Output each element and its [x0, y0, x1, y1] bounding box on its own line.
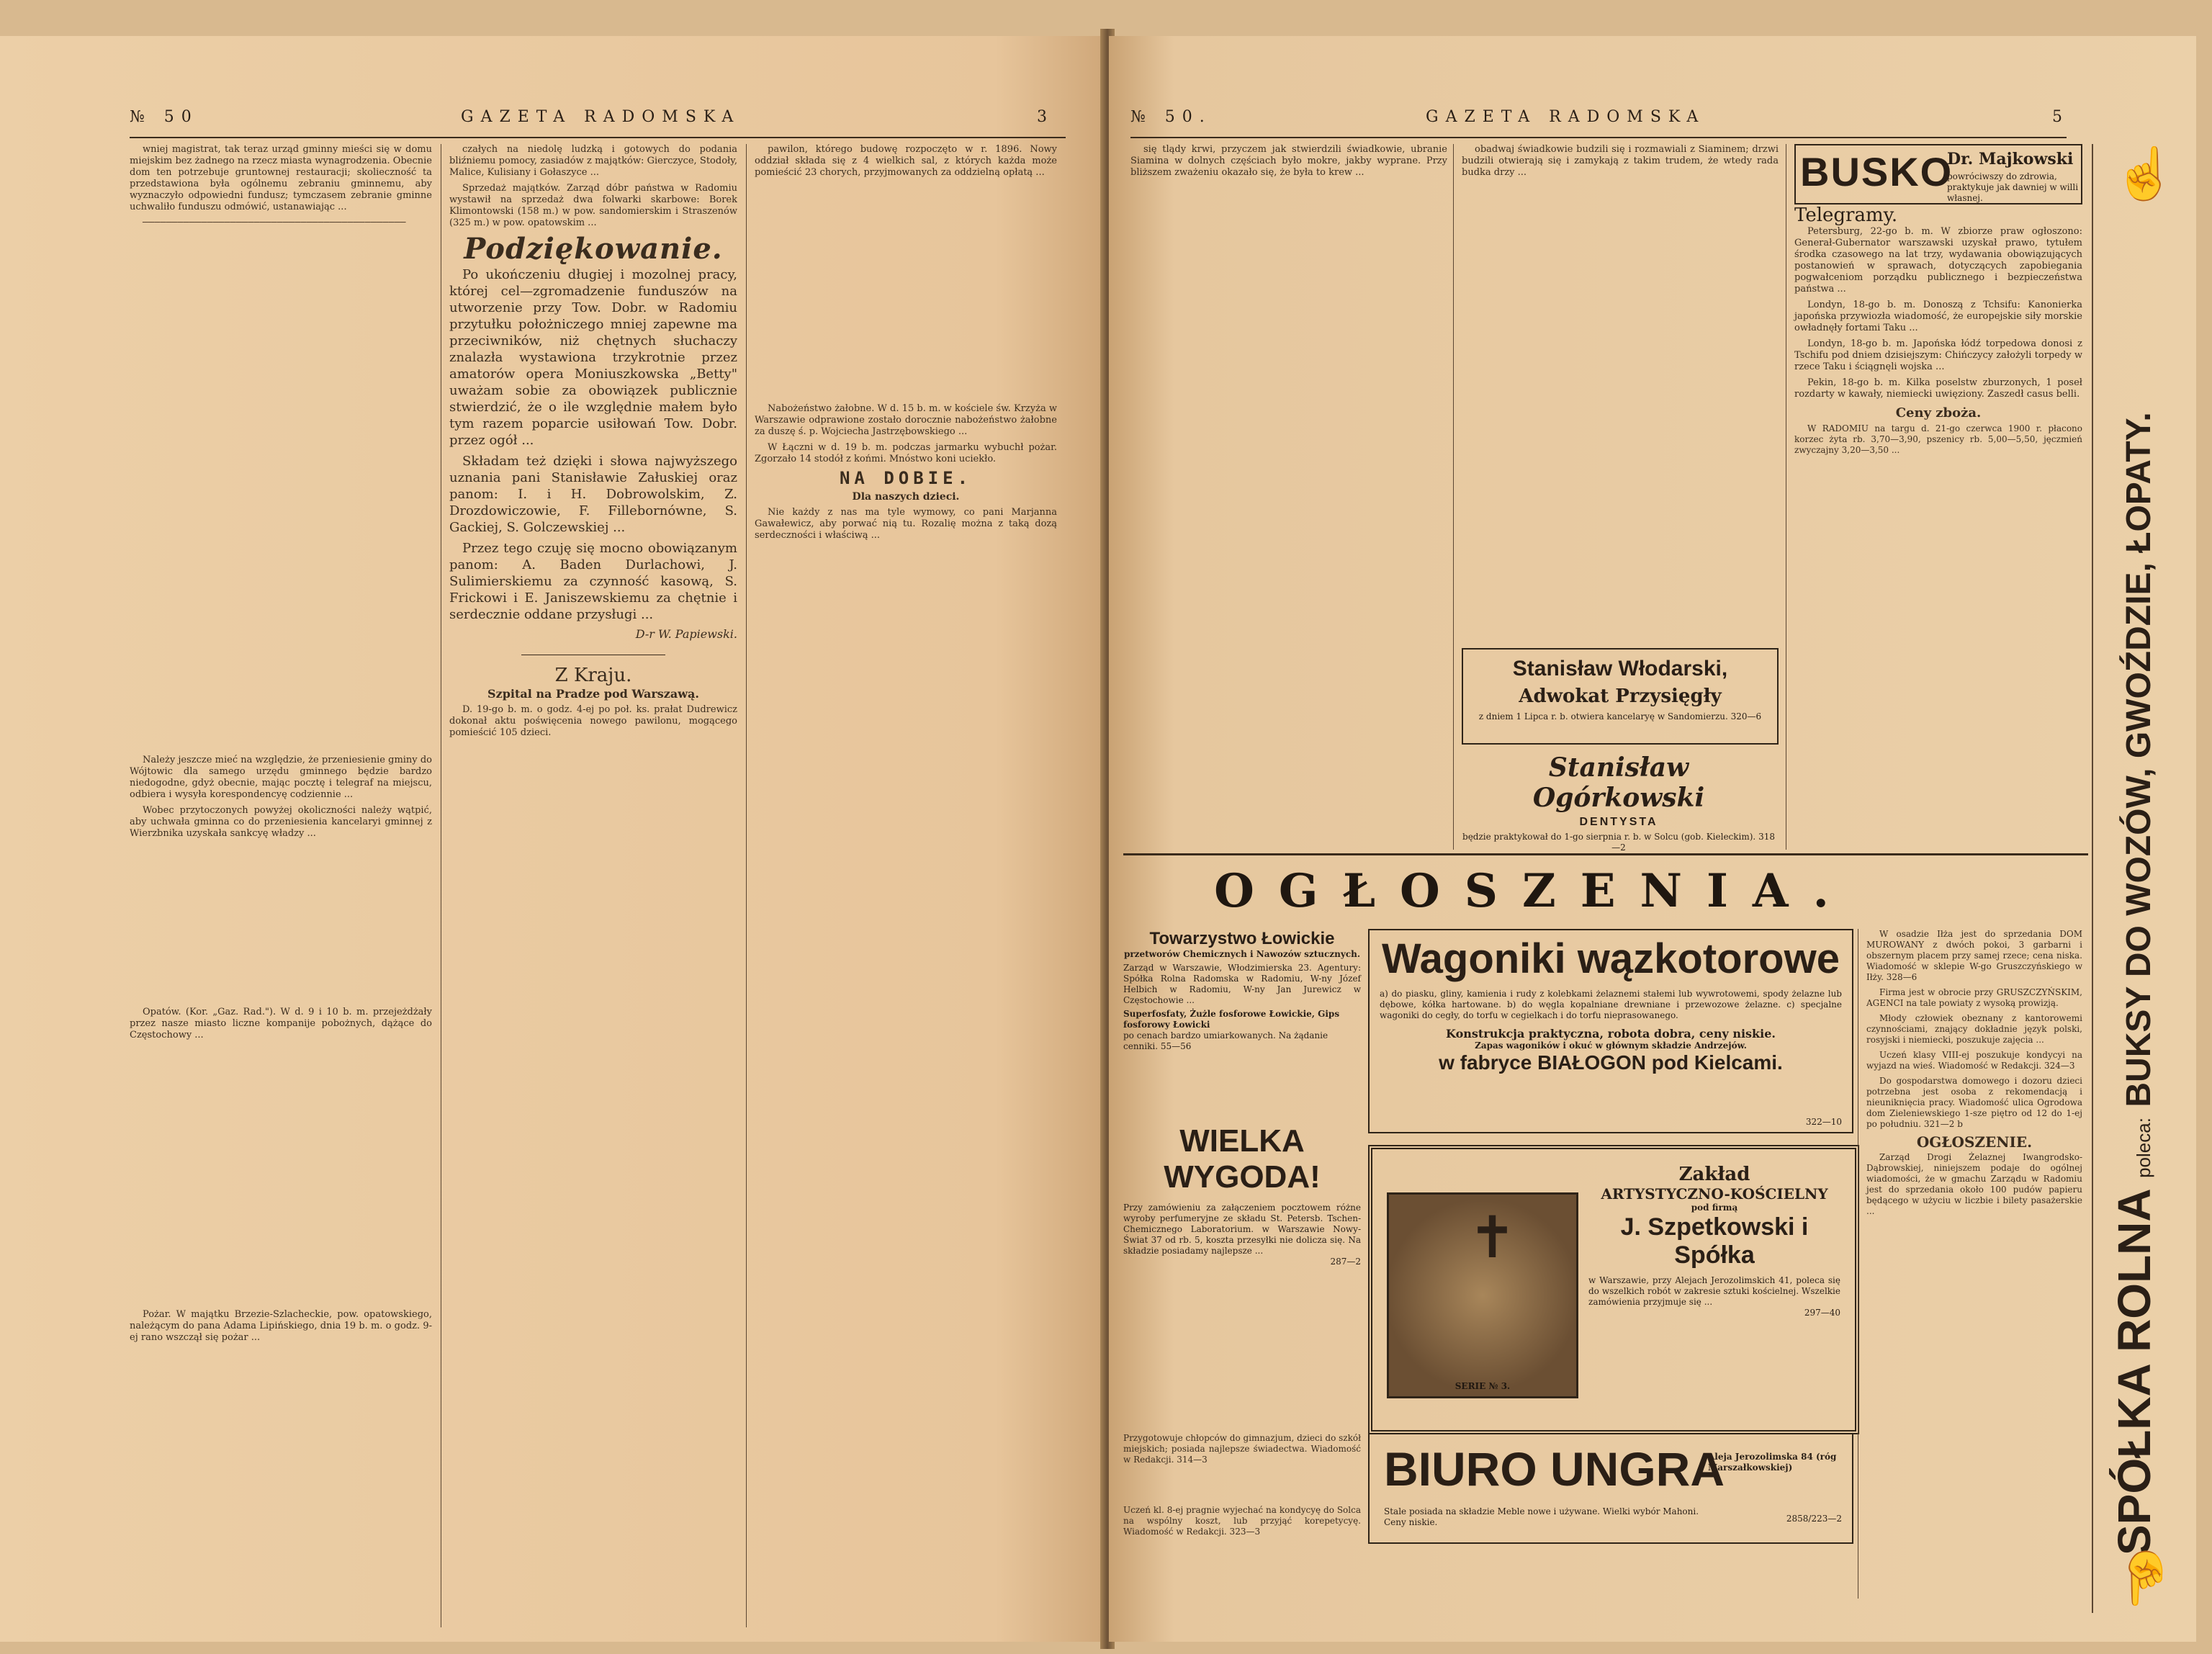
podziekowanie-title: Podziękowanie. [464, 232, 723, 266]
telegram-item: Londyn, 18-go b. m. Donoszą z Tchsifu: Kanonierka japońska przywiozła wiadomość, że europejskie siły morskie owładnęły fortami Taku ... [1794, 300, 2082, 333]
left-column-2 [449, 144, 737, 1627]
pointing-hand-icon: ☝ [2113, 1549, 2177, 1608]
telegram-item: Pekin, 18-go b. m. Kilka poselstw zburzonych, 1 poseł rozdarty w kawały, niemiecki uwięziony. Zaszedł casus belli. [1794, 377, 2082, 400]
newspaper-title: GAZETA RADOMSKA [1426, 108, 1706, 126]
biuro-address: Aleja Jerozolimska 84 (róg Marszałkowskiej) [1708, 1452, 1837, 1473]
telegramy-list [1794, 226, 2082, 456]
article-paragraph: się tlądy krwi, przyczem jak stwierdzili świadkowie, ubranie Siamina w dolnych częściach było mokre, jakby wyprane. Przy bliższem zważeniu okazało się, że była to krew ... [1130, 144, 1447, 178]
spolka-rolna-products: BUKSY DO WOZÓW, GWOŹDZIE, ŁOPATY. [2120, 412, 2158, 1107]
wielka-wygoda-title: WIELKA WYGODA! [1164, 1123, 1321, 1195]
zaklad-text-block [1588, 1164, 1840, 1318]
towarzystwo-note: po cenach bardzo umiarkowanych. Na żądanie cenniki. 55—56 [1123, 1030, 1328, 1051]
article-paragraph: Należy jeszcze mieć na względzie, że przeniesienie gminy do Wójtowic dla samego urzędu gminnego będzie bardzo niedogodne, gdyż obecnie, mając pocztę i telegraf na miejscu, odbiera i wysyła korespondencyę codziennie ... [130, 755, 432, 800]
podziekowanie-text: Przez tego czuję się mocno obowiązanym panom: A. Baden Durlachowi, J. Sulimierskiemu za czynność kasową, S. Frickowi i E. Janiszewskiemu za chętnie i serdecznie oddane przysługi ... [449, 541, 737, 622]
podziekowanie-text: Składam też dzięki i słowa najwyższego uznania pani Stanisławie Załuskiej oraz panom: I. i H. Dobrowolskim, Z. Drozdowiczowie, F. Fillebornówne, S. Gackiej, S. Golczewskiej ... [449, 454, 737, 535]
ogorkowski-ad [1462, 752, 1776, 853]
article-paragraph: ───────────────────────────────────────────── [143, 217, 406, 228]
telegram-item: Londyn, 18-go b. m. Japońska łódź torpedowa donosi z Tschifu pod dniem dzisiejszym: Chińczycy założyli torpedy w rzece Taku i ściągnęli wojska ... [1794, 338, 2082, 372]
wlodarski-title: Adwokat Przysięgły [1519, 686, 1722, 707]
right-column-1 [1130, 144, 1447, 850]
article-paragraph: wniej magistrat, tak teraz urząd gminny mieści się w domu miejskim bez żadnego na rzecz miasta wynagrodzenia. Obecnie dom ten potrzebuje gruntownej restauracji; skolieczność ta przedstawiona była ogólnemu zebraniu gminnemu, aby wyznaczyło odpowiedni fundusz; tymczasem zebranie gminne uchwaliło funduszu odmówić, ustanawiając ... [130, 144, 432, 212]
article-paragraph: czałych na niedolę ludzką i gotowych do podania bliźniemu pomocy, zasiadów z majątków: Gierczyce, Stodoły, Malice, Kulisiany i Gołaszyce ... [449, 144, 737, 178]
busko-text: powróciwszy do zdrowia, praktykuje jak dawniej w willi własnej. [1947, 171, 2079, 203]
left-column-3 [755, 144, 1057, 1627]
classified-ad: Firma jest w obrocie przy GRUSZCZYŃSKIM, AGENCI na tale powiaty z wysoką prowizją. [1866, 987, 2082, 1008]
zaklad-title2: ARTYSTYCZNO-KOŚCIELNY [1601, 1185, 1828, 1203]
wagoniki-ad [1368, 929, 1853, 1133]
article-paragraph: obadwaj świadkowie budzili się i rozmawiali z Siaminem; drzwi budzili otwierają się i zamykają z takim trudem, że wtedy rada budka drzy ... [1462, 144, 1779, 178]
cross-icon: ✝ [1468, 1204, 1517, 1271]
right-column-3 [1794, 144, 2082, 850]
column-divider [2092, 144, 2093, 1613]
biuro-text: Stale posiada na składzie Meble nowe i używane. Wielki wybór Mahoni. Ceny niskie. [1384, 1506, 1699, 1527]
ogloszenia-heading: OGŁOSZENIA. [1214, 864, 1853, 918]
wagoniki-code: 322—10 [1805, 1117, 1842, 1127]
article-paragraph: Nabożeństwo żałobne. W d. 15 b. m. w kościele św. Krzyża w Warszawie odprawione zostało dorocznie nabożeństwo żałobne za duszę ś. p. Wojciecha Jastrzębowskiego ... [755, 403, 1057, 437]
z-kraju-subtitle: Szpital na Pradze pod Warszawą. [487, 687, 699, 701]
telegram-item: Petersburg, 22-go b. m. W zbiorze praw ogłoszono: Generał-Gubernator warszawski uzyskał prawo, tytułem środka czasowego na lat trzy, wydawania obowiązujących postanowień w sprawach, dotyczących zapobiegania pogwałceniom porządku publicznego i bezpieczeństwa państwa ... [1794, 226, 2082, 295]
newspaper-title: GAZETA RADOMSKA [461, 108, 741, 126]
vertical-ad-text [2108, 187, 2161, 1555]
na-dobie-subtitle: Dla naszych dzieci. [852, 491, 960, 503]
spacer-text [755, 183, 1057, 399]
z-kraju-title: Z Kraju. [554, 665, 632, 686]
busko-logo: BUSKO [1800, 149, 1954, 194]
towarzystwo-products: Superfosfaty, Żużle fosforowe Łowickie, Gips fosforowy Łowicki [1123, 1009, 1340, 1030]
page-number-left: № 50 [130, 108, 199, 126]
classified-ad: W osadzie Iłża jest do sprzedania DOM MUROWANY z dwóch pokoi, 3 garbarni i obszernym placem przy samej rzece; cena niska. Wiadomość w sklepie W-go Gruszczyńskiego w Iłży. 328—6 [1866, 929, 2082, 982]
wlodarski-ad [1462, 648, 1779, 745]
page-number-right: 3 [1037, 108, 1054, 126]
wagoniki-text: a) do piasku, gliny, kamienia i rudy z kolebkami żelaznemi stałemi lub wywrotowemi, spody żelazne lub dębowe, kółka hartowane. b) do węgla kopalniane drewniane i przewozowe żelazne. c) specjalne wagoniki do cegły, do torfu w cegielkach i do torfu nieprasowanego. [1380, 989, 1842, 1020]
article-paragraph: W Łączni w d. 19 b. m. podczas jarmarku wybuchł pożar. Zgorzało 14 stodół z końmi. Mnóstwo koni uciekło. [755, 442, 1057, 464]
wagoniki-factory: w fabryce BIAŁOGON pod Kielcami. [1439, 1051, 1783, 1074]
telegramy-title: Telegramy. [1794, 204, 1898, 226]
zaklad-firm: J. Szpetkowski i Spółka [1620, 1213, 1809, 1269]
towarzystwo-text: Zarząd w Warszawie, Włodzimierska 23. Agentury: Spółka Rolna Radomska w Radomiu, W-ny Józef Helbich w Radomiu, W-ny Jan Jurewicz w Częstochowie ... [1123, 963, 1361, 1005]
column-divider [746, 144, 747, 1627]
podziekowanie-text: Po ukończeniu długiej i mozolnej pracy, której cel—zgromadzenie funduszów na utworzenie przy Tow. Dobr. w Radomiu przytułku położniczego mniej zapewne ma przeciwników, niż chętnych słuchaczy znalazła wystawiona trzykrotnie przez amatorów opera Moniuszkowska „Betty" uważam sobie za obowiązek publicznie stwierdzić, że o ile względnie małem było tym razem poparcie usiłowań Tow. Dobr. przez ogół ... [449, 267, 737, 448]
classified-ad: Młody człowiek obeznany z kantorowemi czynnościami, znający dokładnie język polski, rosyjski i niemiecki, poszukuje zajęcia ... [1866, 1013, 2082, 1045]
zaklad-firm-pre: pod firmą [1691, 1203, 1738, 1213]
towarzystwo-ad [1123, 929, 1361, 1116]
column-divider [1453, 144, 1454, 850]
uczen-ad: Uczeń kl. 8-ej pragnie wyjechać na kondycyę do Solca na wspólny koszt, lub przyjąć korepetycyę. Wiadomość w Redakcji. 323—3 [1123, 1505, 1361, 1537]
article-paragraph: Nie każdy z nas ma tyle wymowy, co pani Marjanna Gawałewicz, aby porwać nią tu. Rozalię można z taką dozą serdeczności i właściwą ... [755, 507, 1057, 541]
wielka-wygoda-code: 287—2 [1330, 1257, 1361, 1267]
biuro-code: 2858/223—2 [1786, 1514, 1842, 1524]
wagoniki-line2: Konstrukcja praktyczna, robota dobra, ceny niskie. [1446, 1027, 1776, 1041]
towarzystwo-title: Towarzystwo Łowickie [1149, 929, 1335, 948]
podziekowanie-signature: D-r W. Papiewski. [635, 627, 737, 641]
classified-ad: Uczeń klasy VIII-ej poszukuje kondycyi na wyjazd na wieś. Wiadomość w Redakcji. 324—3 [1866, 1050, 2082, 1071]
ceny-text: W RADOMIU na targu d. 21-go czerwca 1900 r. płacono korzec żyta rb. 3,70—3,90, pszenicy rb. 5,00—5,50, jęczmień zwyczajny 3,20—3,50 ... [1794, 423, 2082, 455]
busko-doctor: Dr. Majkowski [1947, 150, 2074, 168]
ads-separator [1123, 853, 2088, 855]
zaklad-text: w Warszawie, przy Alejach Jerozolimskich 41, poleca się do wszelkich robót w zakresie sztuki kościelnej. Wszelkie zamówienia przyjmuje się ... [1588, 1275, 1840, 1307]
left-page [0, 36, 1106, 1642]
wielka-wygoda-text: Przy zamówieniu za załączeniem pocztowem różne wyroby perfumeryjne ze składu St. Petersb. Tschen-Chemicznego Laboratorium. w Warszawie Nowy-Świat 37 od rb. 5, koszta przesyłki nie dolicza się. Na składzie posiadamy najlepsze ... [1123, 1203, 1361, 1256]
ogorkowski-note: będzie praktykował do 1-go sierpnia r. b. w Solcu (gob. Kieleckim). 318—2 [1462, 832, 1775, 853]
wagoniki-title: Wagoniki wązkotorowe [1382, 935, 1840, 982]
article-paragraph: Wobec przytoczonych powyżej okoliczności należy wątpić, aby uchwała gminna co do przeniesienia kancelaryi gminnej z Wierzbnika uzyskała sankcyę władzy ... [130, 805, 432, 839]
right-column-2 [1462, 144, 1779, 547]
article-paragraph: Pożar. W majątku Brzezie-Szlacheckie, pow. opatowskiego, należącym do pana Adama Lipińskiego, dnia 19 b. m. o godz. 9-ej rano wszczął się pożar ... [130, 1309, 432, 1343]
spolka-rolna-ad [2099, 144, 2193, 1613]
biuro-ungra-ad [1368, 1433, 1853, 1544]
busko-ad [1794, 144, 2082, 204]
right-page [1109, 36, 2196, 1642]
towarzystwo-subtitle: przetworów Chemicznych i Nawozów sztucznych. [1123, 949, 1361, 959]
article-paragraph: Sprzedaż majątków. Zarząd dóbr państwa w Radomiu wystawił na sprzedaż dwa folwarki skarbowe: Borek Klimontowski (158 m.) w pow. sandomierskim i Straszenów (325 m.) w pow. opatowskim ... [449, 183, 737, 228]
przygotowuje-ad: Przygotowuje chłopców do gimnazjum, dzieci do szkół miejskich; posiada najlepsze świadectwa. Wiadomość w Redakcji. 314—3 [1123, 1433, 1361, 1465]
church-illustration [1387, 1192, 1578, 1398]
right-column-4 [1866, 929, 2082, 1599]
article-paragraph: pawilon, którego budowę rozpoczęto w r. 1896. Nowy oddział składa się z 4 wielkich sal, z których każda może pomieścić 23 chorych, przyjmowanych za oddzielną opłatą ... [755, 144, 1057, 178]
zaklad-ad [1368, 1145, 1859, 1434]
header-rule [130, 137, 1066, 138]
zaklad-title1: Zakład [1678, 1164, 1750, 1185]
spolka-rolna-poleca: poleca: [2133, 1118, 2154, 1178]
page-number-right: 5 [2052, 108, 2069, 126]
wielka-wygoda-ad [1123, 1123, 1361, 1426]
wlodarski-note: z dniem 1 Lipca r. b. otwiera kancelaryę w Sandomierzu. 320—6 [1478, 711, 1762, 722]
ogloszenie-title: OGŁOSZENIE. [1916, 1133, 2033, 1151]
spacer-text [130, 844, 432, 1002]
ceny-title: Ceny zboża. [1895, 405, 1982, 421]
ogorkowski-title: DENTYSTA [1579, 816, 1658, 828]
left-column-1 [130, 144, 432, 1627]
classified-ad: Do gospodarstwa domowego i dozoru dzieci potrzebna jest osoba z rekomendacją i nieuniknięcia pracy. Wiadomość ulica Ogrodowa dom Zieleniewskiego 1-sze piętro od 12 do 1-ej po południu. 321—2 b [1866, 1076, 2082, 1129]
biuro-title: BIURO UNGRA [1384, 1442, 1725, 1496]
ogloszenie-text: Zarząd Drogi Żelaznej Iwangrodsko-Dąbrowskiej, niniejszem podaje do ogólnej wiadomości, że w gmachu Zarządu w Radomiu jest do sprzedania około 100 pudów papieru będącego w użyciu w liczbie i bilety pasażerskie ... [1866, 1152, 2082, 1216]
na-dobie-title: NA DOBIE. [839, 468, 973, 488]
zaklad-code: 297—40 [1804, 1308, 1840, 1318]
spacer-text [130, 1046, 432, 1305]
zaklad-serie: SERIE № 3. [1455, 1381, 1511, 1391]
pointing-hand-icon: ☝ [2113, 144, 2177, 203]
spolka-rolna-name: SPÓŁKA ROLNA [2108, 1188, 2160, 1555]
page-number-left: № 50. [1130, 108, 1212, 126]
header-rule [1130, 137, 2067, 138]
article-paragraph: Opatów. (Kor. „Gaz. Rad."). W d. 9 i 10 b. m. przejeżdżały przez nasze miasto liczne kompanije pobożnych, dążące do Częstochowy ... [130, 1007, 432, 1041]
wlodarski-name: Stanisław Włodarski, [1512, 657, 1728, 680]
wagoniki-line3: Zapas wagoników i okuć w głównym składzie Andrzejów. [1475, 1041, 1747, 1051]
article-paragraph: D. 19-go b. m. o godz. 4-ej po poł. ks. prałat Dudrewicz dokonał aktu poświęcenia nowego pawilonu, mogącego pomieścić 105 dzieci. [449, 704, 737, 738]
ogorkowski-name: Stanisław Ogórkowski [1532, 752, 1705, 813]
